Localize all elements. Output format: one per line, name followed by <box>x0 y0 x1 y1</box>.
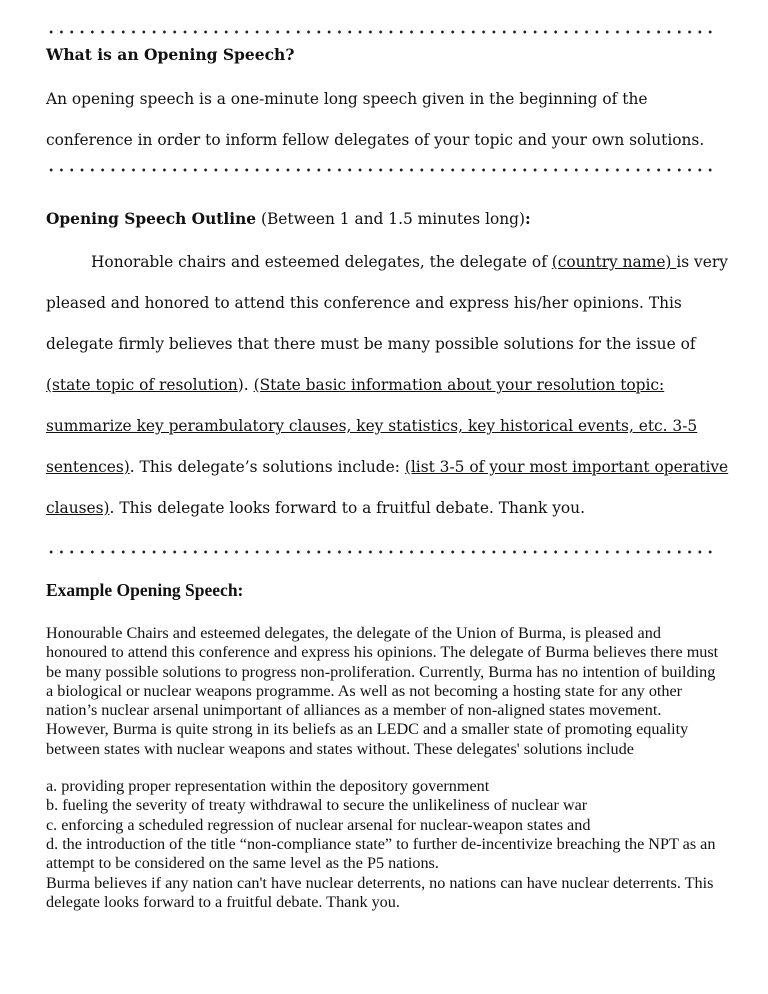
list-item: c. enforcing a scheduled regression of nuclear arsenal for nuclear-weapon states and <box>46 815 591 834</box>
section-heading: What is an Opening Speech? <box>46 45 295 64</box>
example-paragraph: Honourable Chairs and esteemed delegates, the delegate of the Union of Burma, is pleased and honoured to attend this conference and express his opinions. The delegate of Burma believes there must be many possible solutions to progress non-proliferation. Currently, Burma has no intention of building a biological or nuclear weapons programme. As well as not becoming a hosting state for any other nation’s nuclear arsenal unimportant of alliances as a member of non-aligned states movement. However, Burma is quite strong in its beliefs as an LEDC and a smaller state of promoting equality between states with nuclear weapons and states without. These delegates' solutions include <box>46 624 719 758</box>
dotted-divider <box>46 168 716 172</box>
outline-title: Opening Speech Outline <box>46 210 257 228</box>
placeholder-clauses: (list 3-5 of your most important operative clauses) <box>46 458 729 517</box>
outline-body <box>46 242 736 529</box>
section-body: An opening speech is a one-minute long speech given in the beginning of the conference in order to inform fellow delegates of your topic and your own solutions. <box>46 90 705 149</box>
outline-subtitle: (Between 1 and 1.5 minutes long) <box>256 210 526 228</box>
example-body <box>46 624 726 912</box>
list-item: d. the introduction of the title “non-compliance state” to further de-incentivize breaching the NPT as an attempt to be considered on the same level as the P5 nations. <box>46 834 716 873</box>
outline-text: . This delegate’s solutions include: <box>129 458 405 476</box>
outline-text: ). <box>237 376 254 394</box>
placeholder-info: (State basic information about your resolution topic: summarize key perambulatory clauses, key statistics, key historical events, etc. 3-5 sentences) <box>46 376 698 476</box>
outline-text: . This delegate looks forward to a fruitful debate. Thank you. <box>109 499 585 517</box>
outline-colon: : <box>525 210 531 228</box>
placeholder-topic: (state topic of resolution <box>46 376 238 394</box>
dotted-divider <box>46 550 716 554</box>
dotted-divider <box>46 30 716 34</box>
list-item: a. providing proper representation within the depository government <box>46 777 490 796</box>
list-item: b. fueling the severity of treaty withdrawal to secure the unlikeliness of nuclear war <box>46 796 588 815</box>
outline-text: is very pleased and honored to attend this conference and express his/her opinions. This delegate firmly believes that there must be many possible solutions for the issue of <box>46 253 728 353</box>
outline-text: Honorable chairs and esteemed delegates, the delegate of <box>91 253 552 271</box>
example-heading: Example Opening Speech: <box>46 580 244 600</box>
outline-heading <box>46 199 736 240</box>
placeholder-country: (country name) <box>551 253 677 271</box>
example-closing: Burma believes if any nation can't have nuclear deterrents, no nations can have nuclear deterrents. This delegate looks forward to a fruitful debate. Thank you. <box>46 873 714 911</box>
